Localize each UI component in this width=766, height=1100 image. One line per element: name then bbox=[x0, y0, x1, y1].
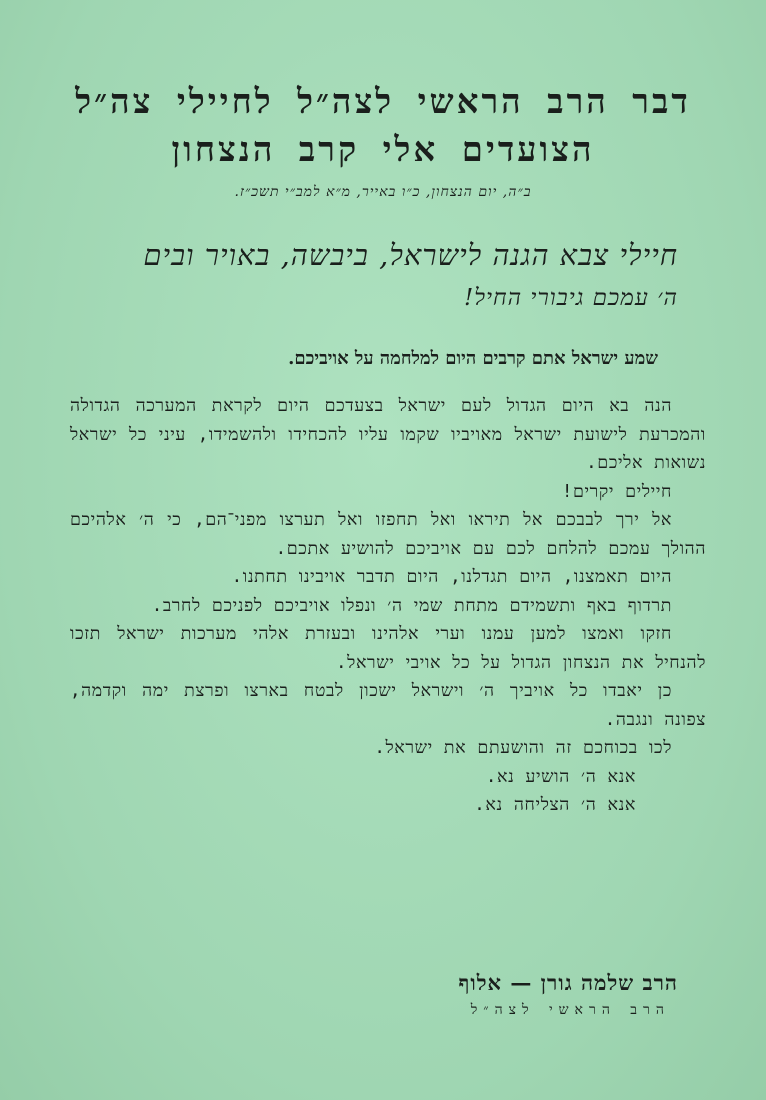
paragraph: חזקו ואמצו למען עמנו וערי אלהינו ובעזרת אלהי מערכות ישראל תזכו להנחיל את הנצחון הגדול על כל אויבי ישראל. bbox=[70, 624, 706, 673]
paragraph: אנא ה׳ הצליחה נא. bbox=[474, 795, 636, 815]
date-line: ב״ה, יום הנצחון, כ״ו באייר, מ״א למב״י תשכ״ז. bbox=[234, 184, 532, 200]
paragraph: כן יאבדו כל אויביך ה׳ וישראל ישכון לבטח בארצו ופרצת ימה וקדמה, צפונה ונגבה. bbox=[70, 681, 706, 730]
lead-sentence: שמע ישראל אתם קרבים היום למלחמה על אויביכם. bbox=[288, 348, 658, 369]
signature-name: הרב שלמה גורן — אלוף bbox=[458, 970, 678, 995]
paragraph: חיילים יקרים! bbox=[561, 481, 672, 502]
paragraph: היום תאמצנו, היום תגדלנו, היום תדבר אויבינו תחתנו. bbox=[231, 567, 672, 587]
title-line-2: הצועדים אלי קרב הנצחון bbox=[171, 130, 595, 170]
paragraph: תרדוף באף ותשמידם מתחת שמי ה׳ ונפלו אויביכם לפניכם לחרב. bbox=[151, 595, 672, 616]
paragraph: לכו בכוחכם זה והושעתם את ישראל. bbox=[374, 738, 672, 758]
handwritten-greeting-line-2: ה׳ עמכם גיבורי החיל! bbox=[463, 285, 678, 311]
paragraph: הנה בא היום הגדול לעם ישראל בצעדכם היום לקראת המערכה הגדולה והמכרעת לישועת ישראל מאויביו שקמו עליו להכחידו ולהשמידו, עיני כל ישראל נשואות אליכם. bbox=[70, 396, 706, 473]
paragraph: אל ירך לבבכם אל תיראו ואל תחפזו ואל תערצו מפני־הם, כי ה׳ אלהיכם ההולך עמכם להלחם לכם עם אויביכם להושיע אתכם. bbox=[70, 510, 706, 559]
message-body bbox=[70, 392, 706, 820]
paragraph: אנא ה׳ הושיע נא. bbox=[485, 766, 636, 787]
title-line-1: דבר הרב הראשי לצה״ל לחיילי צה״ל bbox=[75, 82, 691, 122]
handwritten-greeting-line-1: חיילי צבא הגנה לישראל, ביבשה, באויר ובים bbox=[143, 238, 678, 272]
signature-role: הרב הראשי לצה״ל bbox=[470, 1002, 670, 1018]
